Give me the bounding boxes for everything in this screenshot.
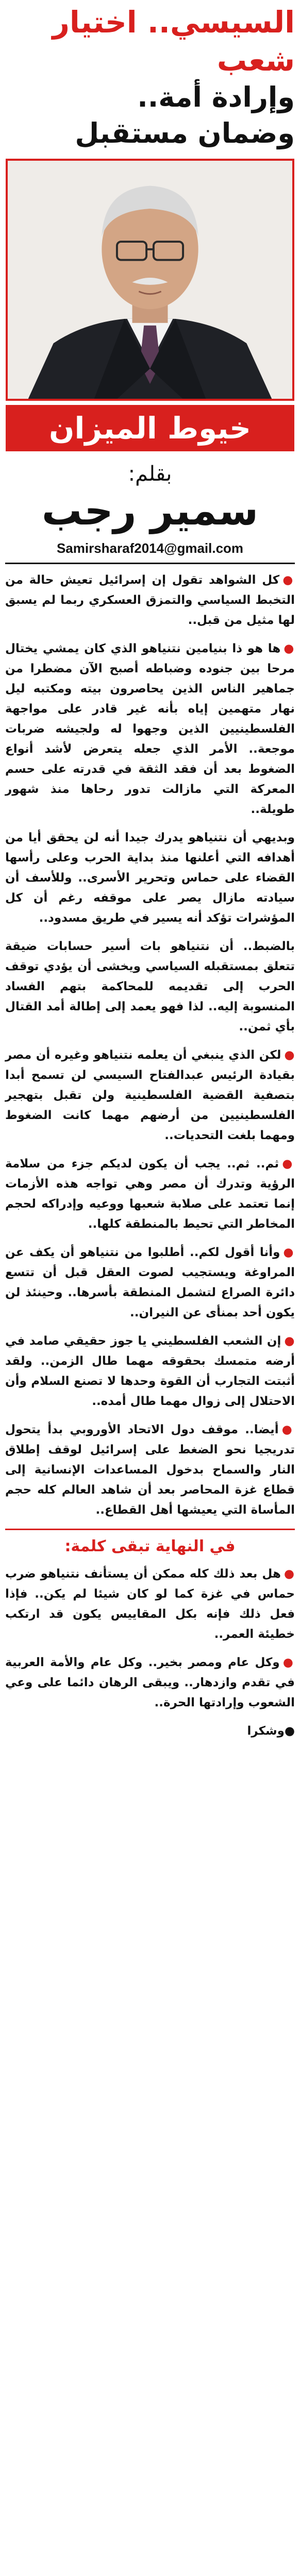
- article-paragraph: بالضبط.. أن نتنياهو بات أسير حسابات ضيقة تتعلق بمستقبله السياسي ويخشى أن يؤدي توقف الحرب إلى تقديمه للمحاكمة بتهم الفساد المنسوبة إليه.. لذا فهو يعمد إلى إطالة أمد القتال بأي ثمن..: [5, 940, 295, 1033]
- article-paragraph: ●أيضا.. موقف دول الاتحاد الأوروبي بدأ يتحول تدريجيا نحو الضغط على إسرائيل لوقف إطلاق النار والسماح بدخول المساعدات الإنسانية إلى قطاع غزة المحاصر بعد أن شاهد العالم كله حجم المأساة التي يعيشها أهل القطاع..: [5, 1423, 295, 1517]
- bullet-icon: ●: [282, 1157, 295, 1171]
- bullet-icon: ●: [282, 1656, 295, 1669]
- article-paragraph: ●ثم.. ثم.. يجب أن يكون لديكم جزء من سلامة الرؤية وتدرك أن مصر وهي تواجه هذه الأزمات إنما تعتمد على صلابة شعبها ووعيه وإدراكه لحجم المخاطر التي تحيط بالمنطقة كلها..: [5, 1157, 295, 1231]
- author-portrait-illustration: [8, 161, 292, 399]
- article-paragraph: ●إن الشعب الفلسطيني يا جوز حقيقي صامد في أرضه متمسك بحقوقه مهما طال الزمن.. ولقد أثبتت التجارب أن القوة وحدها لا تصنع السلام وأن الاحتلال إلى زوال مهما طال أمده..: [5, 1334, 295, 1408]
- author-name: سمير رجب: [41, 488, 259, 534]
- bullet-icon: ●: [284, 1724, 295, 1738]
- closing-paragraph: ●وكل عام ومصر بخير.. وكل عام والأمة العربية في تقدم وازدهار.. ويبقى الرهان دائما على وعي الشعوب وإرادتها الحرة..: [5, 1656, 295, 1709]
- bullet-icon: ●: [284, 1334, 295, 1348]
- bullet-icon: ●: [281, 1423, 295, 1436]
- closing-body: [5, 1564, 295, 1741]
- headline-line-3: وضمان مستقبل: [75, 117, 295, 149]
- article-paragraph: ●ها هو ذا بنيامين نتنياهو الذي كان يمشي يختال مرحا بين جنوده وضباطه أصبح الآن مضطرا من جماهير الناس الذين يحاصرون بيته ومكتبه ليل نهار متهمين إياه بأنه غير قادر على مواجهة الفلسطينيين الذين وجهوا له ولجيشه ضربات موجعة.. الأمر الذي جعله يتعرض لأشد أنواع الضغوط بعد أن فقد الثقة في قدرته على حسم المعركة التي مازالت تدور رحاها منذ شهور طويلة..: [5, 642, 295, 816]
- closing-paragraph: ●هل بعد ذلك كله ممكن أن يستأنف نتنياهو ضرب حماس في غزة كما لو كان شيئا لم يكن.. فإذا فعل ذلك فإنه بكل المقاييس يكون قد ارتكب خطيئة العمر..: [5, 1567, 295, 1641]
- article-paragraph: ●وأنا أقول لكم.. أطلبوا من نتنياهو أن يكف عن المراوغة ويستجيب لصوت العقل قبل أن تتسع دائرة الصراع لتشمل المنطقة بأسرها.. وحينئذ لن يكون أحد بمنأى عن النيران..: [5, 1246, 295, 1319]
- article-paragraph: ●لكن الذي ينبغي أن يعلمه نتنياهو وغيره أن مصر بقيادة الرئيس عبدالفتاح السيسي لن تسمح أبدا بتصفية القضية الفلسطينية ولن تقبل بتهجير الفلسطينيين من أرضهم مهما كانت الضغوط ومهما بلغت التحديات..: [5, 1048, 295, 1142]
- header-divider: [5, 563, 295, 564]
- column-name-banner: [6, 405, 294, 451]
- column-name: خيوط الميزان: [49, 411, 251, 446]
- article-headline: [5, 0, 295, 151]
- headline-line-2: وإرادة أمة..: [137, 81, 295, 113]
- closing-section-heading: في النهاية تبقى كلمة:: [64, 1537, 236, 1555]
- bullet-icon: ●: [282, 573, 295, 587]
- closing-divider: [5, 1529, 295, 1530]
- sign-off: ●وشكرا: [247, 1724, 295, 1738]
- byline-prefix: بقلم:: [128, 462, 172, 486]
- bullet-icon: ●: [284, 1567, 295, 1581]
- article-paragraph: ●كل الشواهد تقول إن إسرائيل تعيش حالة من التخبط السياسي والتمزق العسكري ربما لم يسبق لها مثيل من قبل..: [5, 573, 295, 627]
- article-body: [5, 570, 295, 1520]
- bullet-icon: ●: [284, 642, 295, 655]
- headline-line-1: السيسي.. اختيار شعب: [52, 5, 295, 78]
- author-email[interactable]: Samirsharaf2014@gmail.com: [56, 540, 244, 556]
- article-paragraph: وبديهي أن نتنياهو يدرك جيدا أنه لن يحقق أيا من أهدافه التي أعلنها منذ بداية الحرب وعلى رأسها القضاء على حماس وتحرير الأسرى.. وللأسف أن سيادته مازال يصر على موقفه رغم أن كل المؤشرات تؤكد أنه يسير في طريق مسدود..: [5, 831, 295, 925]
- byline: [5, 461, 295, 535]
- author-photo: [6, 159, 294, 401]
- bullet-icon: ●: [283, 1246, 295, 1259]
- bullet-icon: ●: [284, 1048, 295, 1062]
